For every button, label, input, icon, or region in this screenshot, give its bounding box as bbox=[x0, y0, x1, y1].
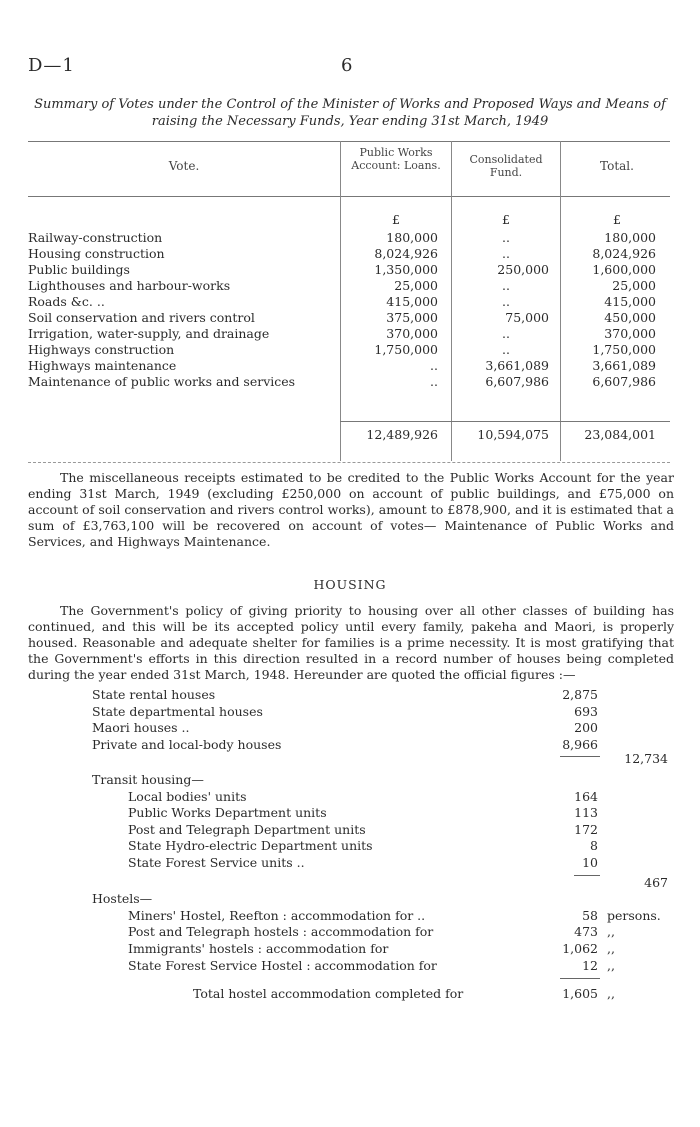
table-title: Summary of Votes under the Control of the Minister of Works and Proposed Ways and Means of raising the Necessary Funds, Year ending 31st March, 1949 bbox=[34, 97, 666, 129]
total-value: 8,024,926 bbox=[592, 246, 656, 261]
hostel-capacity: 58 bbox=[582, 907, 598, 923]
subtotal-rule bbox=[560, 978, 600, 979]
subtotal-rule bbox=[574, 875, 600, 876]
vote-name: Roads &c. .. bbox=[28, 294, 105, 309]
consolidated-fund-value: .. bbox=[502, 246, 510, 261]
hostel-unit: ,, bbox=[607, 924, 615, 940]
consolidated-fund-value: 6,607,986 bbox=[485, 374, 549, 389]
consolidated-fund-value: 3,661,089 bbox=[485, 358, 549, 373]
consolidated-fund-value: 250,000 bbox=[497, 262, 549, 277]
column-header-vote: Vote. bbox=[168, 159, 200, 173]
currency-symbol: £ bbox=[502, 212, 510, 227]
consolidated-fund-value: 75,000 bbox=[505, 310, 549, 325]
consolidated-fund-value: .. bbox=[502, 278, 510, 293]
hostels-total-unit: ,, bbox=[607, 986, 615, 1002]
column-header-consolidated-fund: Consolidated Fund. bbox=[469, 153, 543, 179]
vote-name: Soil conservation and rivers control bbox=[28, 310, 255, 325]
vote-name: Public buildings bbox=[28, 262, 130, 277]
transit-unit-label: State Hydro-electric Department units bbox=[128, 838, 373, 854]
miscellaneous-receipts-paragraph: The miscellaneous receipts estimated to be credited to the Public Works Account for the year ending 31st March, 1949 (excluding £250,000 on account of public buildings, and £75,000 on account of soil conservation and rivers control works), amount to £878,900, and it is estimated that a sum of £3,763,100 will be recovered on account of votes— Maintenance of Public Works and Services, and Highways Maintenance. bbox=[28, 470, 674, 549]
hostel-label: State Forest Service Hostel : accommodation for bbox=[128, 957, 437, 973]
public-works-value: .. bbox=[430, 374, 438, 389]
transit-unit-label: Local bodies' units bbox=[128, 788, 247, 804]
hostel-unit: persons. bbox=[607, 907, 661, 923]
table-bottom-rule bbox=[28, 462, 670, 463]
total-value: 6,607,986 bbox=[592, 374, 656, 389]
public-works-value: 370,000 bbox=[386, 326, 438, 341]
hostel-label: Miners' Hostel, Reefton : accommodation for .. bbox=[128, 907, 426, 923]
house-category-label: Private and local-body houses bbox=[92, 736, 282, 752]
vote-name: Maintenance of public works and services bbox=[28, 374, 296, 389]
transit-unit-count: 172 bbox=[574, 821, 598, 837]
transit-unit-count: 10 bbox=[582, 855, 598, 870]
hostel-label: Immigrants' hostels : accommodation for bbox=[128, 941, 389, 956]
column-header-total: Total. bbox=[600, 159, 634, 173]
house-count: 8,966 bbox=[562, 736, 598, 752]
vote-name: Irrigation, water-supply, and drainage bbox=[28, 326, 270, 341]
vote-name: Highways maintenance bbox=[28, 358, 177, 373]
hostels-heading: Hostels— bbox=[92, 891, 153, 907]
public-works-value: 415,000 bbox=[386, 294, 438, 309]
totals-rule bbox=[340, 421, 670, 422]
consolidated-fund-value: .. bbox=[502, 294, 510, 309]
section-heading-housing: HOUSING bbox=[313, 577, 387, 592]
hostel-unit: ,, bbox=[607, 957, 615, 973]
total-value: 3,661,089 bbox=[592, 358, 656, 373]
table-top-rule bbox=[28, 141, 670, 142]
hostel-label: Post and Telegraph hostels : accommodation for bbox=[128, 924, 434, 940]
total-value: 25,000 bbox=[612, 278, 656, 293]
total-value: 1,600,000 bbox=[592, 262, 656, 277]
vote-name: Housing construction bbox=[28, 246, 165, 261]
house-count: 200 bbox=[574, 720, 598, 736]
total-value: 415,000 bbox=[604, 294, 656, 309]
total-value: 1,750,000 bbox=[592, 342, 656, 357]
hostels-total-label: Total hostel accommodation completed for bbox=[193, 986, 464, 1002]
total-value: 180,000 bbox=[604, 230, 656, 245]
houses-total: 12,734 bbox=[624, 751, 668, 767]
transit-unit-label: Post and Telegraph Department units bbox=[128, 821, 366, 837]
transit-housing-heading: Transit housing— bbox=[92, 772, 204, 787]
column-divider bbox=[340, 141, 341, 461]
hostel-unit: ,, bbox=[607, 941, 615, 956]
house-count: 2,875 bbox=[562, 687, 598, 702]
public-works-value: 1,750,000 bbox=[374, 342, 438, 357]
public-works-value: 8,024,926 bbox=[374, 246, 438, 261]
public-works-value: 1,350,000 bbox=[374, 262, 438, 277]
currency-symbol: £ bbox=[392, 212, 400, 227]
hostel-capacity: 1,062 bbox=[562, 941, 598, 956]
page-number: 6 bbox=[341, 55, 353, 76]
document-reference: D—1 bbox=[28, 55, 75, 76]
subtotal-rule bbox=[560, 756, 600, 757]
house-category-label: State rental houses bbox=[92, 687, 216, 702]
transit-unit-count: 164 bbox=[574, 788, 598, 804]
house-category-label: Maori houses .. bbox=[92, 720, 190, 736]
consolidated-fund-value: .. bbox=[502, 342, 510, 357]
housing-paragraph: The Government's policy of giving priority to housing over all other classes of building has continued, and this will be its accepted policy until every family, pakeha and Maori, is properly housed. Reasonable and adequate shelter for families is a prime necessity. It is most gratifying that the Government's efforts in this direction resulted in a record number of houses being completed during the year ended 31st March, 1948. Hereunder are quoted the official figures :— bbox=[28, 603, 674, 682]
transit-total: 467 bbox=[644, 874, 668, 890]
transit-unit-count: 8 bbox=[590, 838, 598, 854]
consolidated-fund-value: .. bbox=[502, 326, 510, 341]
public-works-value: 375,000 bbox=[386, 310, 438, 325]
consolidated-fund-value: .. bbox=[502, 230, 510, 245]
currency-symbol: £ bbox=[613, 212, 621, 227]
transit-unit-label: Public Works Department units bbox=[128, 805, 327, 821]
table-header-rule bbox=[28, 196, 670, 197]
column-divider bbox=[451, 141, 452, 461]
transit-unit-label: State Forest Service units .. bbox=[128, 855, 305, 870]
total-value: 450,000 bbox=[604, 310, 656, 325]
hostels-total-value: 1,605 bbox=[562, 986, 598, 1002]
total-public-works: 12,489,926 bbox=[366, 427, 438, 442]
house-count: 693 bbox=[574, 703, 598, 719]
house-category-label: State departmental houses bbox=[92, 703, 263, 719]
vote-name: Highways construction bbox=[28, 342, 175, 357]
total-grand: 23,084,001 bbox=[584, 427, 656, 442]
vote-name: Lighthouses and harbour-works bbox=[28, 278, 231, 293]
column-divider bbox=[560, 141, 561, 461]
vote-name: Railway-construction bbox=[28, 230, 163, 245]
public-works-value: .. bbox=[430, 358, 438, 373]
transit-unit-count: 113 bbox=[574, 805, 598, 821]
total-consolidated-fund: 10,594,075 bbox=[477, 427, 549, 442]
total-value: 370,000 bbox=[604, 326, 656, 341]
public-works-value: 180,000 bbox=[386, 230, 438, 245]
public-works-value: 25,000 bbox=[394, 278, 438, 293]
hostel-capacity: 473 bbox=[574, 924, 598, 940]
column-header-public-works-loans: Public Works Account: Loans. bbox=[351, 146, 441, 172]
hostel-capacity: 12 bbox=[582, 957, 598, 973]
